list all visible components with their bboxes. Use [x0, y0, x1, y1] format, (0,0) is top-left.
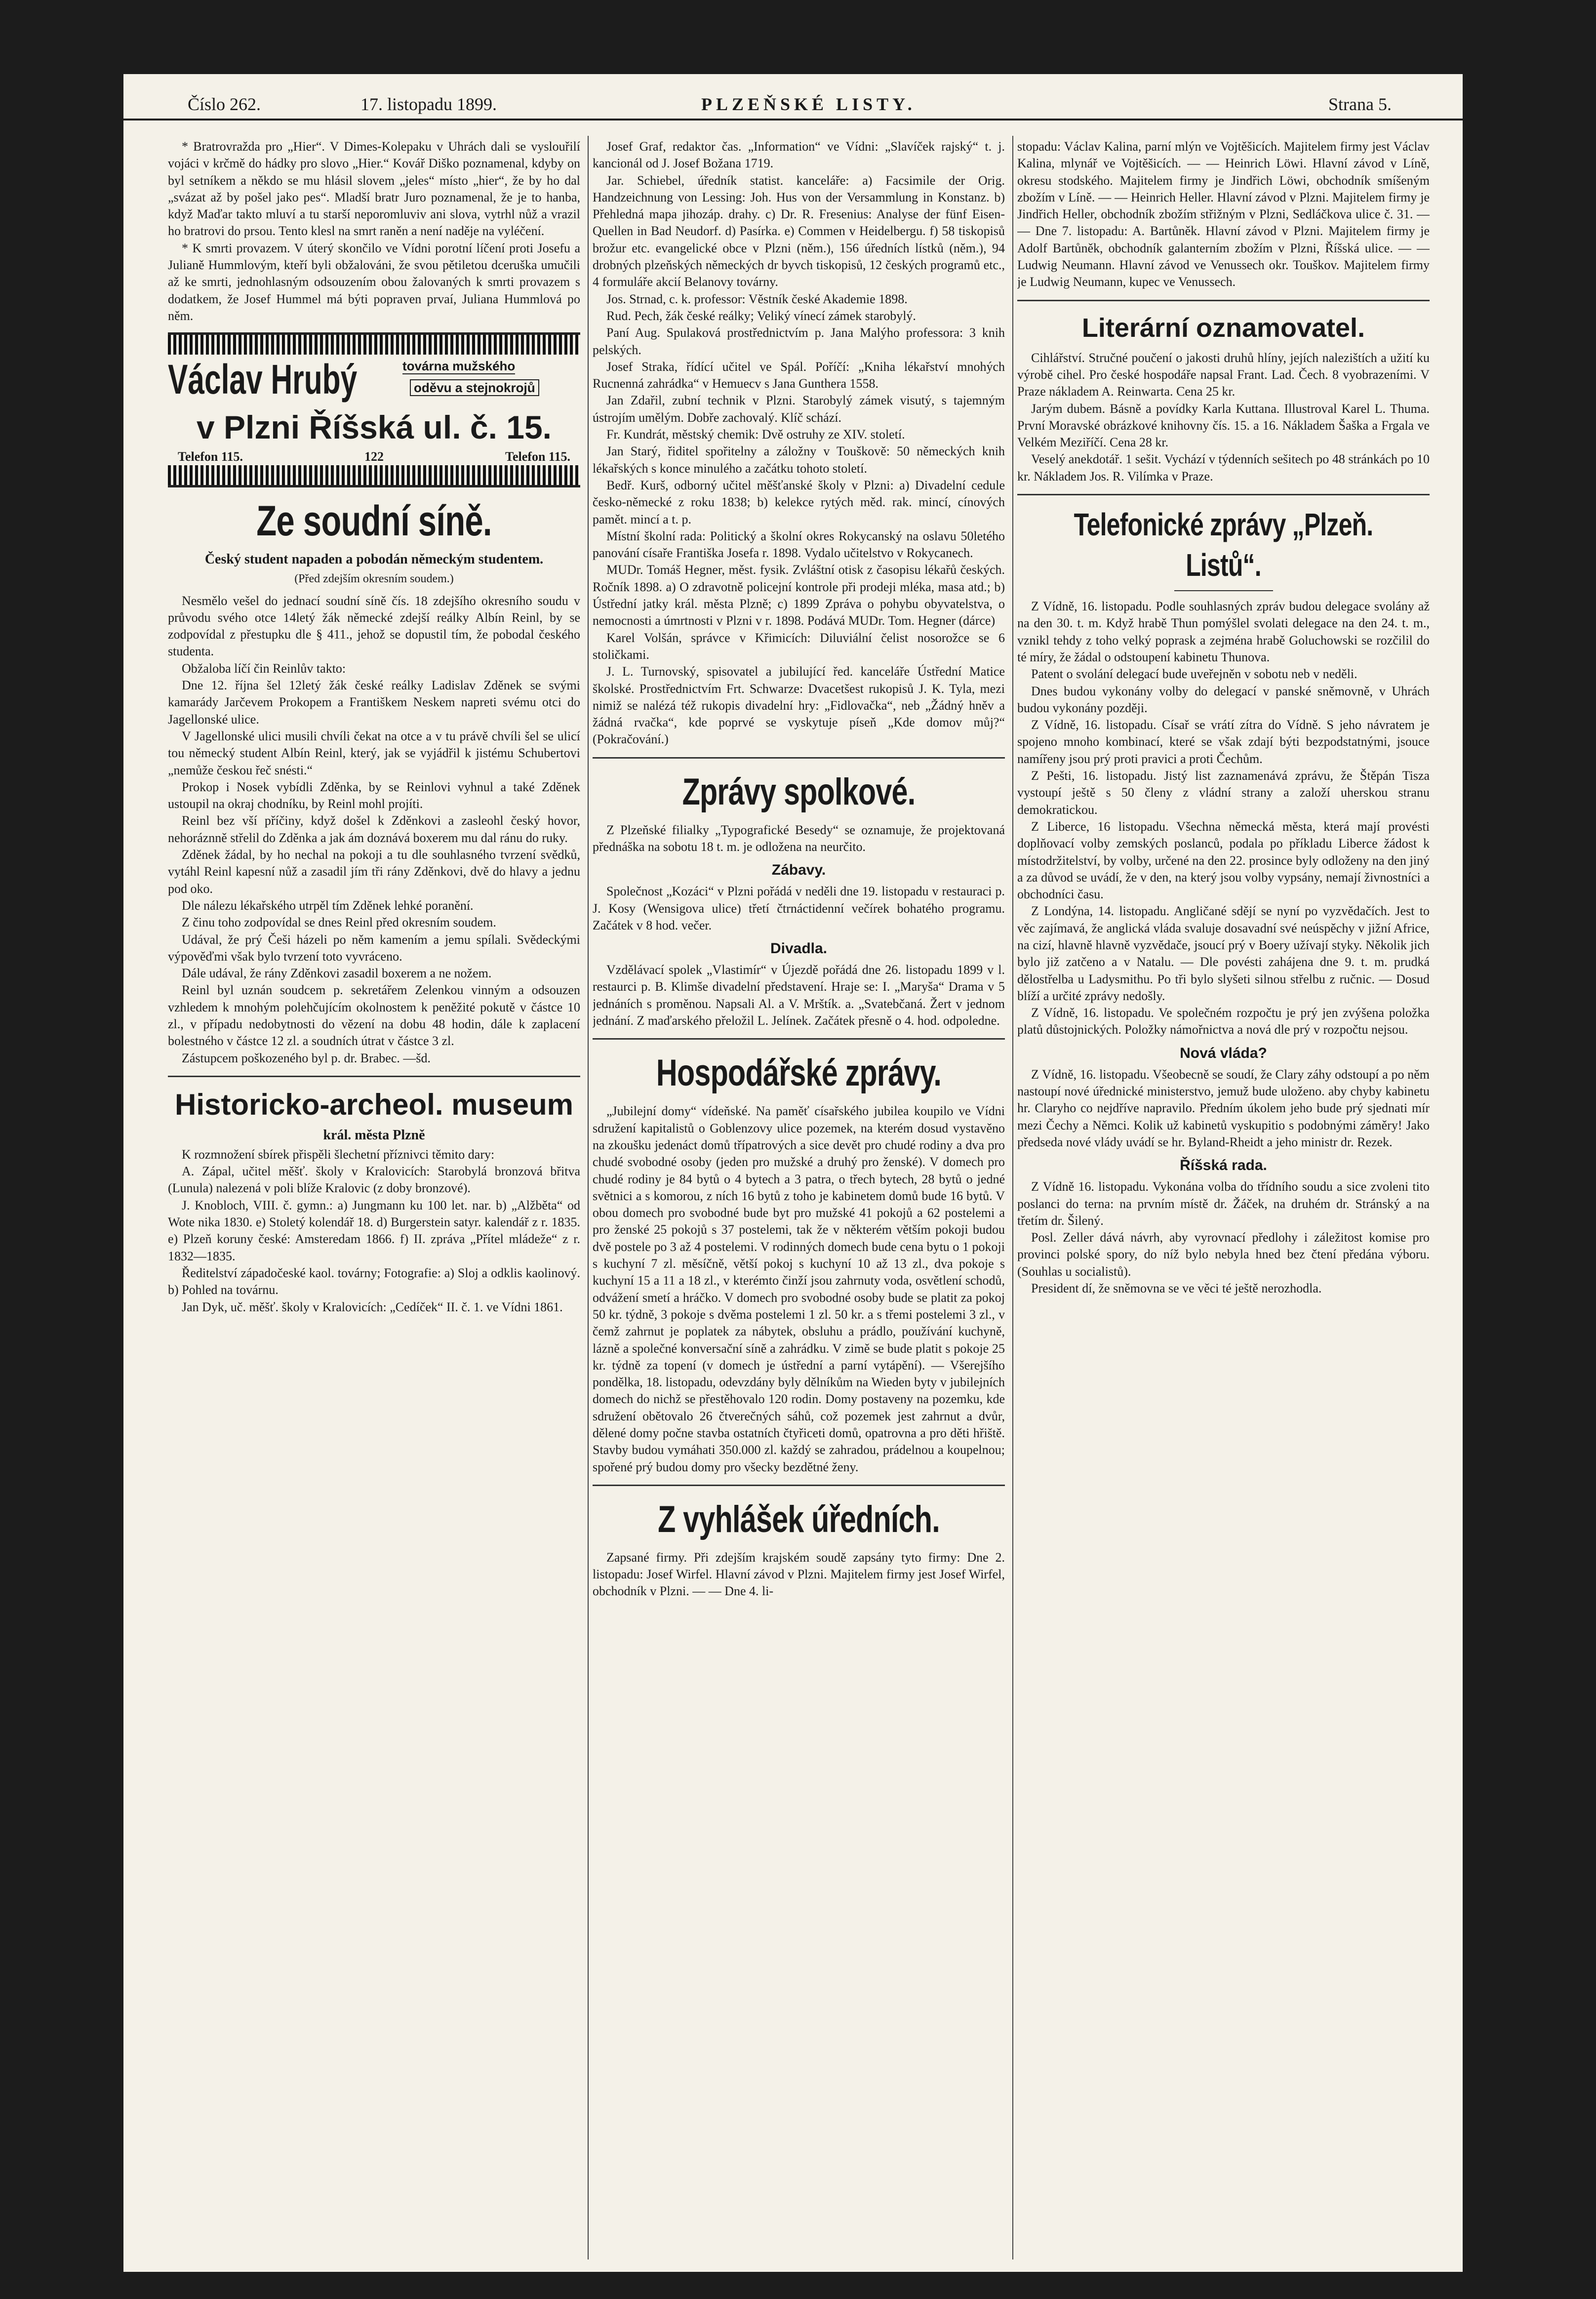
- ad-tel-mid: 122: [364, 449, 384, 464]
- article-paragraph: Patent o svolání delegací bude uveřejněn v sobotu neb v neděli.: [1031, 667, 1357, 682]
- article-paragraph: Dle nálezu lékařského utrpěl tím Zděnek lehké poranění.: [182, 898, 474, 913]
- short-divider: [1174, 590, 1273, 591]
- article-paragraph: Dne 12. října šel 12letý žák české reálky Ladislav Zděnek se svými kamarády Jarčevem Prokopem a Františkem Neskem napreti svému otci do Jagellonské ulice.: [168, 678, 580, 726]
- article-paragraph: Z Vídně 16. listopadu. Vykonána volba do třídního soudu a sice zvoleni tito poslanci do terna: na prvním místě dr. Žáček, na druhém dr. Stránský a na třetím dr. Šilený.: [1017, 1179, 1430, 1228]
- article-paragraph: Nesmělo vešel do jednací soudní síně čís. 18 zdejšího okresního soudu v průvodu svého otce 14letý žák německé zdejší reálky Albín Reinl, by se zodpovídal z přestupku dle § 411., jehož se dopustil tím, že pobodal českého studenta.: [168, 593, 580, 659]
- article-paragraph: Fr. Kundrát, městský chemik: Dvě ostruhy ze XIV. století.: [606, 427, 905, 442]
- divider: [168, 1076, 580, 1077]
- section-heading: Zprávy spolkové.: [682, 770, 916, 813]
- news-item: * K smrti provazem. V úterý skončilo ve Vídni porotní líčení proti Josefu a Julianě Hummlovým, kteří byli obžalováni, že svou pětiletou dceruška umučili až ke smrti, jednohlasným odsouzením obou žalovaných k smrti provazem s dodatkem, že Josef Hummel má býti popraven prvaí, Juliana Hummlová po něm.: [168, 241, 580, 323]
- subsection-heading: Nová vláda?: [1180, 1045, 1267, 1061]
- article-paragraph: Z Vídně, 16. listopadu. Všeobecně se soudí, že Clary záhy odstoupí a po něm nastoupí nové úřednické ministerstvo, jemuž bude uloženo. aby chyby kabinetu hr. Claryho co nejdříve napravilo. Předním úkolem jeho bude prý sjednati mír mezi Čechy a Němci. Kolik už kabinetů vyskupitio s podobnými záměry! Jako předseda nové vlády uvádí se hr. Byland-Rheidt a jeho ministr dr. Rezek.: [1017, 1067, 1430, 1149]
- section-heading: Telefonické zprávy „Plzeň. Listů“.: [1074, 507, 1373, 583]
- section-heading: Historicko-archeol. museum: [175, 1088, 573, 1121]
- article-paragraph: A. Zápal, učitel měšť. školy v Kralovicích: Starobylá bronzová břitva (Lunula) nalezená v poli blíže Kralovic (z doby bronzové).: [168, 1164, 580, 1196]
- article-paragraph: Reinl bez vší příčiny, když došel k Zděnkovi a zasleohl český hovor, nehoráznně střelil do Zděnka a jak ám doznává boxerem mu dal ránu do ruky.: [168, 813, 580, 845]
- issue-date: 17. listopadu 1899.: [360, 94, 497, 114]
- article-paragraph: Dnes budou vykonány volby do delegací v panské sněmovně, v Uhrách budou vykonány později.: [1017, 684, 1430, 715]
- newspaper-page: [123, 74, 1463, 2272]
- article-paragraph: „Jubilejní domy“ vídeňské. Na paměť císařského jubilea koupilo ve Vídni sdružení kapitalistů o Goblenzovy ulice pozemek, na kterém dosud vystavěno na zkoušku jedenáct domů třípatrových a sice devět pro chudé rodiny a dva pro chudé svobodné osoby (jeden pro mužské a druhý pro ženské). V domech pro chudé rodiny je 84 bytů o 4 bytech a 3 patra, o třech bytech, 28 bytů o jedné světnici a s komorou, z ních 16 bytů z toho je kabinetem domů bude 16 bytů. V obou domech pro svobodné bude byt pro mužské 41 pokojů a 62 postelemi a pro ženské 25 pokojů s 37 postelemi, tak že v některém větším pokoji budou dvě postele po 3 až 4 postelemi. V rodinných domech bude cena bytu o 1 pokoji s kuchyní 7 zl. měsíčně, větší pokoj s kuchyní 10 až 13 zl., dva pokoje s kuchyní 15 a 11 a 18 zl., v kterémto činží jsou zahrnuty voda, osvětlení schodů, odvážení smetí a hráčko. V domech pro svobodné osoby bude se platit za pokoj 50 kr. týdně, 3 pokoje s dvěma postelemi 1 zl. 50 kr. a s třemi postelemi 3 zl., v čemž zahrnut je poplatek za nábytek, obsluhu a prádlo, používání kuchyně, lázně a společné konversační síně a zahrádku. V zimě se bude platit s pokoje 25 kr. týdně za topení (v domech je ústřední a parní vytápění). — Všerejšího pondělka, 18. listopadu, odevzdány byly dělníkům na Wieden byty v jubilejních domech do nichž se přestěhovalo 120 rodin. Domy postaveny na pozemku, kde sdružení obětovalo 26 čtverečných sáhů, což pozemek jest zahrnut a dvůr, dělené domy počne stavba ostatních čtyřiceti domů, opatrovna a pro děti hřiště. Stavby budou vymáhati 350.000 zl. každý se zahradou, prádelnou a koupelnou; spořené prý budou domy pro všecky bezdětné ženy.: [593, 1104, 1005, 1474]
- article-paragraph: Udával, že prý Češi házeli po něm kamením a jemu spílali. Svědeckými výpověďmi však bylo tvrzení toto vyvráceno.: [168, 932, 580, 964]
- article-paragraph: J. Knobloch, VIII. č. gymn.: a) Jungmann ku 100 let. nar. b) „Alžběta“ od Wote nika 1830. e) Stoletý kolendář 18. d) Burgerstein satyr. kalendář z r. 1835. e) Plzeň koruny české: Amsteredam 1866. f) II. zpráva „Přítel mládeže“ z r. 1832—1835.: [168, 1198, 580, 1263]
- ad-tag-factory: továrna mužského: [402, 359, 516, 374]
- subsection-heading: Říšská rada.: [1180, 1157, 1267, 1174]
- article-paragraph: MUDr. Tomáš Hegner, měst. fysik. Zvláštní otisk z časopisu lékařů českých. Ročník 1898. a) O zdravotně policejní kontrole při prodeji mléka, masa atd.; b) Ústřední jatky král. města Plzně; c) 1899 Zpráva o pohybu obyvatelstva, o nemocnosti a úmrtnosti v Plzni v r. 1898. Podává MUDr. Tom. Hegner (dárce): [593, 563, 1005, 628]
- article-paragraph: Veselý anekdotář. 1 sešit. Vychází v týdenních sešitech po 48 stránkách po 10 kr. Nákladem Jos. R. Vilímka v Praze.: [1017, 452, 1430, 484]
- newspaper-title: PLZEŇSKÉ LISTY.: [701, 94, 916, 114]
- article-paragraph: Cihlářství. Stručné poučení o jakosti druhů hlíny, jejích nalezištích a užití ku výrobě cihel. Pro české hospodáře napsal Frant. Lad. Čech. 8 vyobrazeními. V Praze nákladem A. Reinwarta. Cena 25 kr.: [1017, 350, 1430, 399]
- article-paragraph: Rud. Pech, žák české reálky; Veliký vínecí zámek starobylý.: [606, 308, 916, 323]
- divider: [593, 757, 1005, 759]
- page-header: [123, 74, 1463, 121]
- ad-company-name: Václav Hrubý: [168, 356, 358, 403]
- ad-tag-clothing: oděvu a stejnokrojů: [410, 379, 539, 396]
- article-paragraph: Z Plzeňské filialky „Typografické Besedy“ se oznamuje, že projektovaná přednáška na sobotu 18 t. m. je odložena na neurčito.: [593, 822, 1005, 854]
- subsection-heading: Divadla.: [770, 940, 828, 957]
- divider: [1017, 494, 1430, 495]
- article-paragraph: Jan Zdařil, zubní technik v Plzni. Starobylý zámek visutý, s tajemným ústrojím umělým. Dobře zachovalý. Klíč schází.: [593, 393, 1005, 425]
- column-rule: [1012, 136, 1013, 2259]
- section-subheading: král. města Plzně: [323, 1127, 425, 1143]
- article-paragraph: Reinl byl uznán soudcem p. sekretářem Zelenkou vinným a odsouzen vzhledem k mnohým polehčujícím okolnostem k peněžité pokutě v částce 10 zl., v případu nedobytnosti do vězení na dobu 48 hodin, dále k zaplacení bolestného v částce 12 zl. a soudních útrat v částce 3 zl.: [168, 983, 580, 1049]
- article-note: (Před zdejším okresním soudem.): [294, 572, 454, 586]
- article-paragraph: Vzdělávací spolek „Vlastimír“ v Újezdě pořádá dne 26. listopadu 1899 v l. restaurci p. B. Klimše divadelní představení. Hraje se: I. „Maryša“ Drama v 5 jednáních s proměnou. Napsali Al. a V. Mrštík. a. „Svatebčaná. Žert v jednom jednání. Z maďarského přeložil L. Jelínek. Začátek přesně o 4. hod. odpoledne.: [593, 963, 1005, 1028]
- issue-number: Číslo 262.: [188, 94, 261, 114]
- ad-decor-bars: [168, 465, 580, 485]
- article-paragraph: Posl. Zeller dává návrh, aby vyrovnací předlohy i záležitost komise pro provinci polské spory, do níž bylo nebyla hned bez čtení předána výboru. (Souhlas u socialistů).: [1017, 1230, 1430, 1279]
- ad-company: [168, 355, 580, 406]
- article-paragraph: stopadu: Václav Kalina, parní mlýn ve Vojtěšicích. Majitelem firmy jest Václav Kalina, mlynář ve Vojtěšicích. — — Heinrich Löwi. Hlavní závod v Líně, okresu stodského. Majitelem firmy je Jindřich Löwi, obchodník smíšeným zbožím v Líně. — — Heinrich Heller. Hlavní závod v Plzni. Majitelem firmy je Jindřich Heller, obchodník zbožím střižným v Plzni, Sedláčkova ulice č. 31. — — Dne 7. listopadu: A. Bartůněk. Hlavní závod v Plzni. Majitelem firmy je Adolf Bartůněk, obchodník galanterním zbožím v Plzni, Říšská ulice. — — Ludwig Neumann. Hlavní závod ve Venussech okr. Touškov. Majitelem firmy je Ludwig Neumann, kupec ve Venussech.: [1017, 139, 1430, 289]
- article-paragraph: President dí, že sněmovna se ve věci té ještě nerozhodla.: [1031, 1281, 1322, 1296]
- divider: [1017, 300, 1430, 301]
- article-paragraph: Z Vídně, 16. listopadu. Ve společném rozpočtu je prý jen zvýšena položka platů důstojnických. Položky námořnictva a nová dle prý v rozpočtu nejsou.: [1017, 1006, 1430, 1037]
- article-paragraph: Z Liberce, 16 listopadu. Všechna německá města, která mají provésti doplňovací volby zemských poslanců, podala po příkladu Liberce žádost k místodržitelství, by volby, určené na den 22. prosince byly odloženy na den jiný a za důvod se uvádí, že v den, na který jsou volby vypsány, nemají živnostníci a obchodníci času.: [1017, 819, 1430, 902]
- article-paragraph: Z Londýna, 14. listopadu. Angličané sdějí se nyní po vyzvědačích. Jest to věc zajímavá, že anglická vláda svaluje dosavadní své neúspěchy v jižní Africe, na cizí, hlavně hlavně vyzvědače, jsoucí prý v Boery užívají styky. Několik jich bylo již zatčeno a v Natalu. — Dle povésti zahájena dne 9. t. m. prudká dělostřelba u Ladysmithu. Po tři bylo slyšeti silnou střelbu z ručnic. — Dosud blíží a určité zprávy nedošly.: [1017, 904, 1430, 1003]
- article-paragraph: Prokop i Nosek vybídli Zděnka, by se Reinlovi vyhnul a také Zděnek ustoupil na okraj chodníku, by Reinl mohl projíti.: [168, 779, 580, 811]
- divider: [593, 1038, 1005, 1040]
- article-paragraph: Z Pešti, 16. listopadu. Jistý list zaznamenává zprávu, že Štěpán Tisza vystoupí ještě s 50 členy z vládní strany a založí uherskou stranu demokratickou.: [1017, 768, 1430, 817]
- article-paragraph: Jan Dyk, uč. měšť. školy v Kralovicích: „Cedíček“ II. č. 1. ve Vídni 1861.: [182, 1299, 563, 1314]
- article-paragraph: Zapsané firmy. Při zdejším krajském soudě zapsány tyto firmy: Dne 2. listopadu: Josef Wirfel. Hlavní závod v Plzni. Majitelem firmy jest Josef Wirfel, obchodník v Plzni. — — Dne 4. li-: [593, 1550, 1005, 1599]
- article-paragraph: Jos. Strnad, c. k. professor: Věstník české Akademie 1898.: [606, 291, 908, 306]
- article-paragraph: Ředitelství západočeské kaol. továrny; Fotografie: a) Sloj a odklis kaolinový. b) Pohled na továrnu.: [168, 1265, 580, 1297]
- article-paragraph: Zástupcem poškozeného byl p. dr. Brabec. —šd.: [182, 1050, 431, 1065]
- article-paragraph: Z činu toho zodpovídal se dnes Reinl před okresním soudem.: [182, 915, 496, 930]
- column-1: [168, 138, 580, 2262]
- article-paragraph: Paní Aug. Spulaková prostřednictvím p. Jana Malýho professora: 3 knih pelských.: [593, 325, 1005, 357]
- column-rule: [588, 136, 589, 2259]
- divider: [593, 1485, 1005, 1486]
- article-paragraph: V Jagellonské ulici musili chvíli čekat na otce a v tu právě chvíli šel se ulicí tou německý student Albín Reinl, který, jak se vyjádřil k jistému Schubertovi „nemůže českou řeč snésti.“: [168, 728, 580, 777]
- ad-tel-right: Telefon 115.: [505, 449, 570, 464]
- article-paragraph: Karel Volšán, správce v Křimicích: Diluviální čelist nosorožce se 6 stoličkami.: [593, 630, 1005, 662]
- article-paragraph: Josef Graf, redaktor čas. „Information“ ve Vídni: „Slavíček rajský“ t. j. kancionál od J. Josef Božana 1719.: [593, 139, 1005, 171]
- section-heading: Literární oznamovatel.: [1081, 313, 1365, 343]
- article-paragraph: Dále udával, že rány Zděnkovi zasadil boxerem a ne nožem.: [182, 966, 492, 981]
- article-paragraph: Společnost „Kozáci“ v Plzni pořádá v neděli dne 19. listopadu v restauraci p. J. Kosy (Wensigova ulice) třetí čtrnáctidenní večírek bohatého programu. Začátek v 8 hod. večer.: [593, 884, 1005, 932]
- news-item: * Bratrovražda pro „Hier“. V Dimes-Kolepaku v Uhrách dali se vyslouřilí vojáci v krčmě do hádky pro slovo „Hier.“ Kovář Diško poznamenal, kdyby on byl setníkem a někdo se mu hlásil slovem „jeles“ místo „hier“, že by ho dal „svázat až by pošel jako pes“. Mladší bratr Juro poznamenal, že je to hanba, když Maďar takto mluví a tu starší neporomluviv ani slova, vytrhl nůž a vrazil ho bratrovi do prsou. Tento klesl na smrt raněn a není naděje na vyléčení.: [168, 139, 580, 239]
- article-paragraph: J. L. Turnovský, spisovatel a jubilující řed. kanceláře Ústřední Matice školské. Prostřednictvím Frt. Schwarze: Dvacetšest rukopisů J. K. Tyla, mezi nimiž se nalézá též rukopis divadelní hry: „Fidlovačka“, neb „Žádný hněv a žádná rvačka“, kde poprvé se vyskytuje píseň „Kde domov můj?“ (Pokračování.): [593, 664, 1005, 747]
- section-heading: Ze soudní síně.: [256, 497, 492, 545]
- page-number: Strana 5.: [1328, 94, 1392, 114]
- article-paragraph: Z Vídně, 16. listopadu. Podle souhlasných zpráv budou delegace svolány až na den 30. t. m. Když hrabě Thun pomýšlel svolati delegace na den 24. t. m., vznikl tehdy z toho velký poprask a zejména hrabě Goluchowski se rozčilil do té míry, že žádal o odstoupení kabinetu Thunova.: [1017, 599, 1430, 664]
- section-heading: Z vyhlášek úředních.: [658, 1498, 940, 1540]
- article-paragraph: Místní školní rada: Politický a školní okres Rokycanský na oslavu 50letého panování císaře Františka Josefa r. 1898. Vydalo učitelstvo v Rokycanech.: [593, 528, 1005, 561]
- article-paragraph: Jar. Schiebel, úředník statist. kanceláře: a) Facsimile der Orig. Handzeichnung von Lessing: Joh. Hus von der Versammlung in Konstanz. b) Přehledná mapa jihozáp. drahy. c) Dr. R. Fresenius: Analyse der fünf Eisen-Quellen in Bad Neudorf. d) Pasírka. e) Commen v Heidelbergu. f) 58 tiskopisů brožur etc. evangelické obce v Plzni (něm.), 156 úředních lístků (něm.), 94 drobných plzeňských německých dr byvch tiskopisů, 12 českých programů etc., 4 formuláře akcií Belanovy továrny.: [593, 173, 1005, 289]
- ad-address: v Plzni Říšská ul. č. 15.: [196, 409, 552, 446]
- article-paragraph: Z Vídně, 16. listopadu. Císař se vrátí zítra do Vídně. S jeho návratem je spojeno mnoho kombinací, které se však zdají býti bezpodstatnými, jsouce namířeny jsou prý proti pravici a proti Čechům.: [1017, 718, 1430, 766]
- article-paragraph: K rozmnožení sbírek přispěli šlechetní příznivci těmito dary:: [182, 1147, 495, 1162]
- section-heading: Hospodářské zprávy.: [656, 1052, 942, 1094]
- ad-telephone: [168, 448, 580, 465]
- article-paragraph: Josef Straka, řídící učitel ve Spál. Poříčí: „Kniha lékařství mnohých Rucnenná zahrádka“ v Hemuecv s Jana Gunthera 1558.: [593, 359, 1005, 391]
- article-paragraph: Zděnek žádal, by ho nechal na pokoji a tu dle souhlasného tvrzení svědků, vytáhl Reinl kapesní nůž a zasadil jím tři rány Zděnkovi, dvě do hlavy a jednu pod oko.: [168, 847, 580, 896]
- subsection-heading: Zábavy.: [771, 862, 826, 879]
- article-paragraph: Bedř. Kurš, odborný učitel měšťanské školy v Plzni: a) Divadelní cedule česko-německé z roku 1838; b) kelekce rytých měd. rak. mincí, cínových pamět. mincí a t. p.: [593, 478, 1005, 526]
- article-paragraph: Jarým dubem. Básně a povídky Karla Kuttana. Illustroval Karel L. Thuma. První Moravské obrázkové knihovny čís. 15. a 16. Nákladem Šaška a Frgala ve Velkém Meziříčí. Cena 28 kr.: [1017, 401, 1430, 450]
- article-subheading: Český student napaden a pobodán německým studentem.: [204, 552, 544, 567]
- advertisement: [168, 332, 580, 487]
- ad-tel-left: Telefon 115.: [178, 449, 243, 464]
- column-3: [1017, 138, 1430, 2262]
- ad-decor-bars: [168, 335, 580, 355]
- column-2: [593, 138, 1005, 2262]
- article-paragraph: Obžaloba líčí čin Reinlův takto:: [182, 661, 346, 676]
- article-paragraph: Jan Starý, řiditel spořitelny a záložny v Touškově: 50 německých knih lékařských s konce minulého a začátku tohoto století.: [593, 444, 1005, 476]
